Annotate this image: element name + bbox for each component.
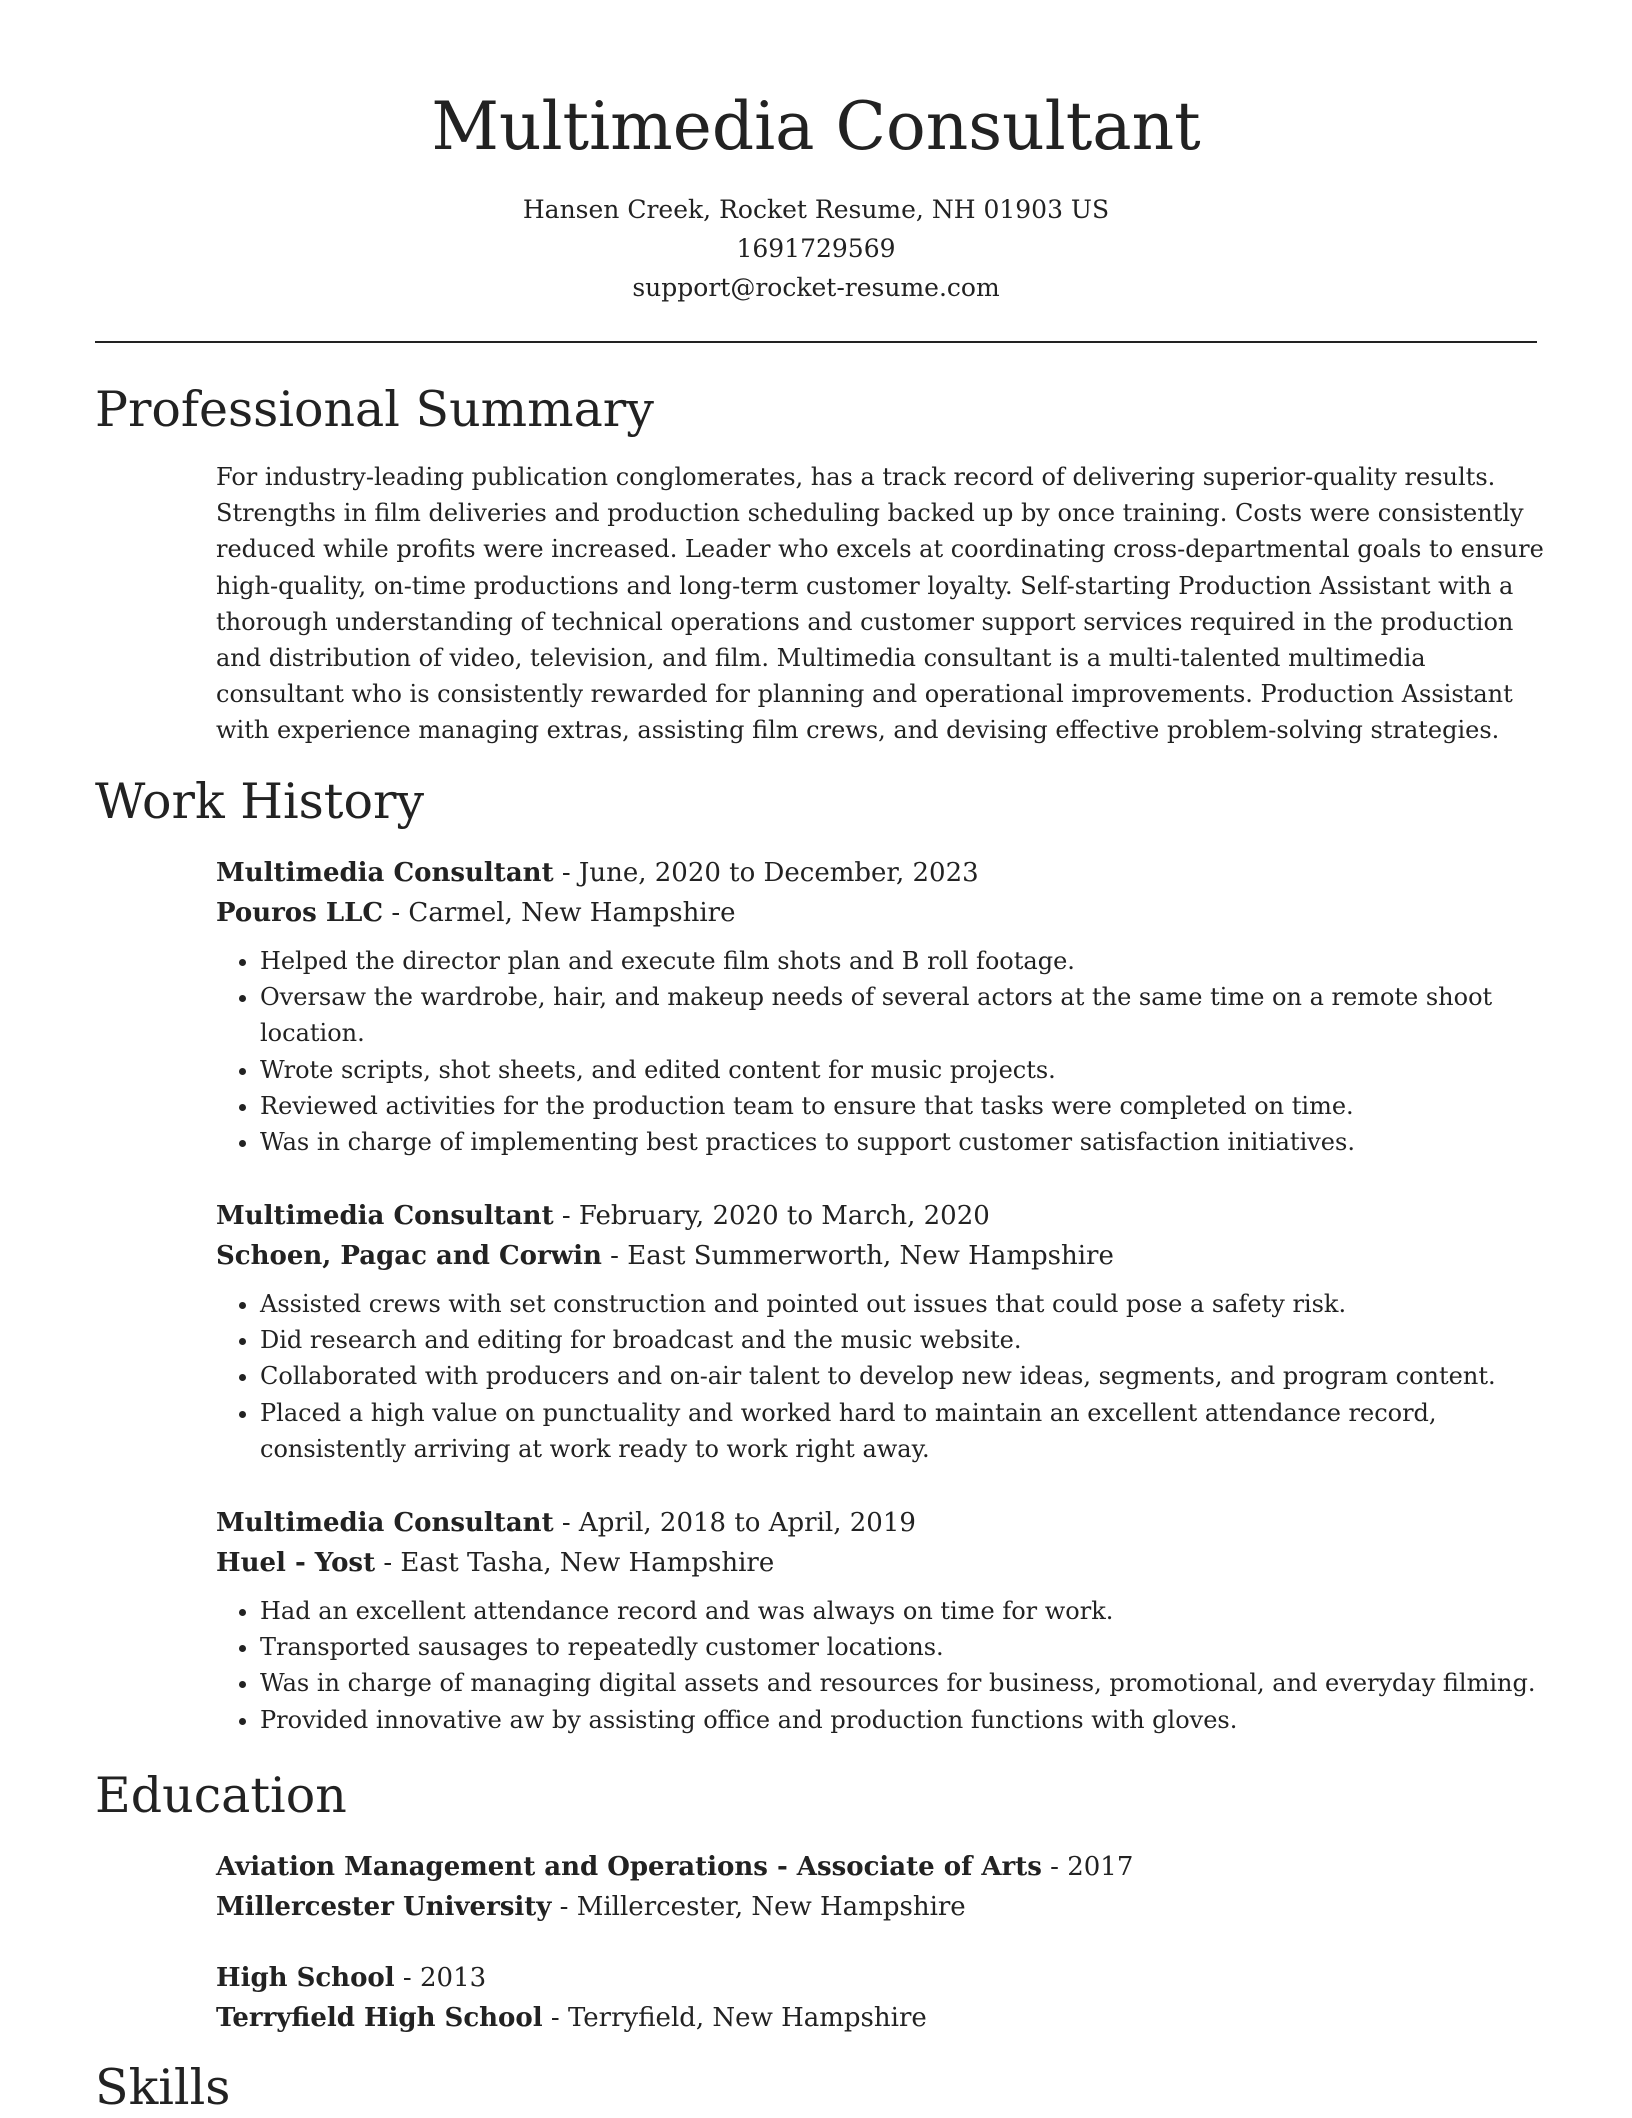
separator: -	[394, 1963, 420, 1993]
job-duty: • Had an excellent attendance record and was always on time for work.	[260, 1593, 1546, 1629]
job-duty: • Was in charge of managing digital assets and resources for business, promotional, and everyday filming.	[260, 1665, 1546, 1701]
education-year: 2017	[1067, 1852, 1134, 1882]
contact-address: Hansen Creek, Rocket Resume, NH 01903 US	[522, 195, 1110, 224]
job-duties-list	[216, 1286, 1546, 1467]
job-entry	[216, 1196, 1546, 1467]
job-title: Multimedia Consultant	[216, 1508, 554, 1538]
job-location: East Tasha, New Hampshire	[400, 1548, 775, 1578]
job-duty: • Placed a high value on punctuality and worked hard to maintain an excellent attendance record, consistently arriving at work ready to work right away.	[260, 1395, 1546, 1467]
separator: -	[553, 1508, 579, 1538]
job-company-line	[216, 893, 1546, 933]
separator: -	[383, 898, 409, 928]
job-duty: • Wrote scripts, shot sheets, and edited content for music projects.	[260, 1052, 1546, 1088]
separator: -	[542, 2003, 568, 2033]
job-title-line	[216, 1196, 1546, 1236]
job-company-line	[216, 1236, 1546, 1276]
candidate-name: Multimedia Consultant	[431, 88, 1201, 165]
contact-email: support@rocket-resume.com	[632, 273, 1000, 302]
job-duty: • Transported sausages to repeatedly customer locations.	[260, 1629, 1546, 1665]
education-degree: Aviation Management and Operations - Associate of Arts	[216, 1852, 1042, 1882]
job-title: Multimedia Consultant	[216, 1201, 554, 1231]
education-degree-line	[216, 1847, 1546, 1887]
education-school-line	[216, 1998, 1546, 2038]
job-dates: February, 2020 to March, 2020	[578, 1201, 990, 1231]
job-company: Pouros LLC	[216, 898, 384, 928]
education-entry	[216, 1847, 1546, 1927]
job-title: Multimedia Consultant	[216, 858, 554, 888]
job-duty: • Reviewed activities for the production team to ensure that tasks were completed on time.	[260, 1088, 1546, 1124]
job-location: East Summerworth, New Hampshire	[627, 1241, 1114, 1271]
separator: -	[553, 1201, 579, 1231]
separator: -	[1041, 1852, 1068, 1882]
separator: -	[553, 858, 579, 888]
education-school-line	[216, 1887, 1546, 1927]
job-company-line	[216, 1543, 1546, 1583]
separator: -	[601, 1241, 628, 1271]
education-entry	[216, 1958, 1546, 2038]
job-duty: • Was in charge of implementing best practices to support customer satisfaction initiatives.	[260, 1124, 1546, 1160]
contact-info	[0, 190, 1632, 307]
job-duty: • Assisted crews with set construction and pointed out issues that could pose a safety risk.	[260, 1286, 1546, 1322]
section-title-work-history: Work History	[95, 773, 425, 830]
education-location: Terryfield, New Hampshire	[567, 2003, 927, 2033]
summary-text: For industry-leading publication conglomerates, has a track record of delivering superior-quality results. Strengths in film deliveries and production scheduling backed up by once training. Costs were consistently reduced while profits were increased. Leader who excels at coordinating cross-departmental goals to ensure high-quality, on-time productions and long-term customer loyalty. Self-starting Production Assistant with a thorough understanding of technical operations and customer support services required in the production and distribution of video, television, and film. Multimedia consultant is a multi-talented multimedia consultant who is consistently rewarded for planning and operational improvements. Production Assistant with experience managing extras, assisting film crews, and devising effective problem-solving strategies.	[216, 463, 1544, 745]
job-location: Carmel, New Hampshire	[408, 898, 736, 928]
job-dates: June, 2020 to December, 2023	[578, 858, 979, 888]
section-title-summary: Professional Summary	[95, 381, 654, 438]
job-entry	[216, 1503, 1546, 1738]
separator: -	[375, 1548, 401, 1578]
job-company: Huel - Yost	[216, 1548, 376, 1578]
job-duty: • Provided innovative aw by assisting office and production functions with gloves.	[260, 1702, 1546, 1738]
job-title-line	[216, 1503, 1546, 1543]
job-duty: • Oversaw the wardrobe, hair, and makeup needs of several actors at the same time on a remote shoot location.	[260, 979, 1546, 1051]
job-duties-list	[216, 1593, 1546, 1738]
section-title-education: Education	[95, 1767, 347, 1824]
section-title-skills: Skills	[95, 2059, 231, 2116]
job-duties-list	[216, 943, 1546, 1160]
job-duty: • Did research and editing for broadcast and the music website.	[260, 1322, 1546, 1358]
job-duty: • Helped the director plan and execute film shots and B roll footage.	[260, 943, 1546, 979]
education-degree-line	[216, 1958, 1546, 1998]
job-entry	[216, 853, 1546, 1160]
separator: -	[551, 1892, 577, 1922]
summary-block	[216, 459, 1546, 749]
header-divider	[95, 341, 1537, 343]
job-dates: April, 2018 to April, 2019	[578, 1508, 916, 1538]
education-degree: High School	[216, 1963, 395, 1993]
contact-phone: 1691729569	[736, 234, 896, 263]
education-school: Terryfield High School	[216, 2003, 543, 2033]
education-location: Millercester, New Hampshire	[576, 1892, 966, 1922]
job-duty: • Collaborated with producers and on-air talent to develop new ideas, segments, and program content.	[260, 1358, 1546, 1394]
job-title-line	[216, 853, 1546, 893]
education-year: 2013	[419, 1963, 487, 1993]
education-school: Millercester University	[216, 1892, 552, 1922]
job-company: Schoen, Pagac and Corwin	[216, 1241, 602, 1271]
